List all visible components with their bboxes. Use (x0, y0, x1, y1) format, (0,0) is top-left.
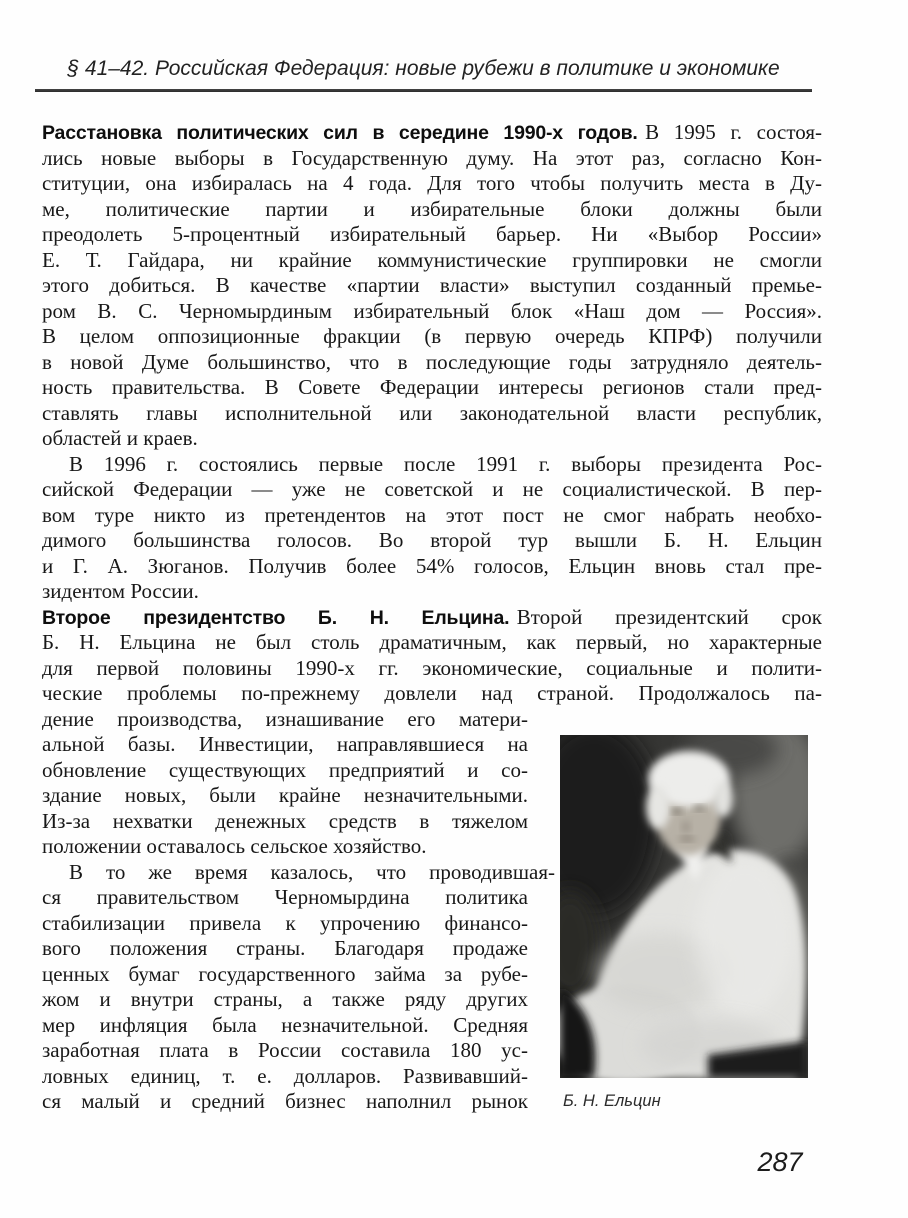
portrait-image (560, 735, 808, 1078)
text-line: ме, политические партии и избирательные блоки должны были (42, 196, 822, 221)
text-line: для первой половины 1990-х гг. экономические, социальные и полити- (42, 655, 822, 680)
text-line: жом и внутри страны, а также ряду других (42, 987, 528, 1011)
text-line: положении оставалось сельское хозяйство. (42, 834, 427, 858)
text-line: мер инфляция была незначительной. Средняя (42, 1012, 528, 1037)
text-run: Второй президентский срок (516, 604, 822, 629)
text-line: сийской Федерации — уже не советской и не социалистической. В пер- (42, 477, 822, 501)
text-line: вом туре никто из претендентов на этот пост не смог набрать необхо- (42, 502, 822, 527)
text-line: ром В. С. Черномырдиным избирательный блок «Наш дом — Россия». (42, 298, 822, 323)
text-line: дение производства, изнашивание его матери- (42, 706, 528, 731)
text-line: ся малый и средний бизнес наполнил рынок (42, 1089, 528, 1113)
text-line: ценных бумаг государственного займа за рубе- (42, 961, 528, 986)
text-line: и Г. А. Зюганов. Получив более 54% голосов, Ельцин вновь стал пре- (42, 553, 822, 578)
text-line: В 1996 г. состоялись первые после 1991 г. выборы президента Рос- (69, 451, 822, 476)
paragraph-elections-1996 (42, 452, 822, 605)
yeltsin-photo (560, 735, 808, 1078)
text-line: ституции, она избиралась на 4 года. Для того чтобы получить места в Ду- (42, 171, 822, 195)
text-line: Из-за нехватки денежных средств в тяжелом (42, 808, 528, 833)
text-line: лись новые выборы в Государственную думу. На этот раз, согласно Кон- (42, 145, 822, 170)
text-line: Е. Т. Гайдара, ни крайние коммунистические группировки не смогли (42, 247, 822, 272)
text-line: ся правительством Черномырдина политика (42, 885, 528, 909)
run-in-heading: Второе президентство Б. Н. Ельцина. (42, 606, 510, 629)
text-line: зидентом России. (42, 579, 199, 603)
chapter-heading: § 41–42. Российская Федерация: новые рубежи в политике и экономике (67, 57, 780, 80)
text-line (42, 605, 822, 631)
text-line: обновление существующих предприятий и со- (42, 757, 528, 782)
text-line: стабилизации привела к упрочению финансо- (42, 910, 528, 935)
text-line: преодолеть 5-процентный избирательный барьер. Ни «Выбор России» (42, 222, 822, 246)
text-line: ловных единиц, т. е. долларов. Развивавший- (42, 1063, 528, 1088)
text-line: заработная плата в России составила 180 ус- (42, 1038, 528, 1062)
photo-caption: Б. Н. Ельцин (563, 1092, 661, 1110)
page-number: 287 (757, 1147, 803, 1177)
text-line: димого большинства голосов. Во второй тур вышли Б. Н. Ельцин (42, 528, 822, 552)
text-line: ческие проблемы по-прежнему довлели над страной. Продолжалось па- (42, 681, 822, 705)
text-line: здание новых, были крайне незначительными. (42, 783, 528, 807)
text-line: В целом оппозиционные фракции (в первую очередь КПРФ) получили (42, 324, 822, 348)
text-line: в новой Думе большинство, что в последующие годы затрудняло деятель- (42, 349, 822, 374)
text-line: этого добиться. В качестве «партии власти» выступил созданный премье- (42, 273, 822, 297)
text-line: областей и краев. (42, 426, 198, 450)
text-line: ставлять главы исполнительной или законодательной власти республик, (42, 400, 822, 425)
text-line (42, 120, 822, 146)
text-line: Б. Н. Ельцина не был столь драматичным, как первый, но характерные (42, 630, 822, 654)
paragraph-elections-1995 (42, 120, 822, 452)
text-line: альной базы. Инвестиции, направлявшиеся на (42, 732, 528, 756)
text-line: В то же время казалось, что проводившая- (69, 859, 555, 884)
text-run: В 1995 г. состоя- (645, 120, 822, 144)
heading-rule (35, 89, 812, 92)
run-in-heading: Расстановка политических сил в середине 1990-х годов. (42, 122, 638, 144)
text-line: вого положения страны. Благодаря продаже (42, 936, 528, 960)
text-line: ность правительства. В Совете Федерации интересы регионов стали пред- (42, 375, 822, 399)
